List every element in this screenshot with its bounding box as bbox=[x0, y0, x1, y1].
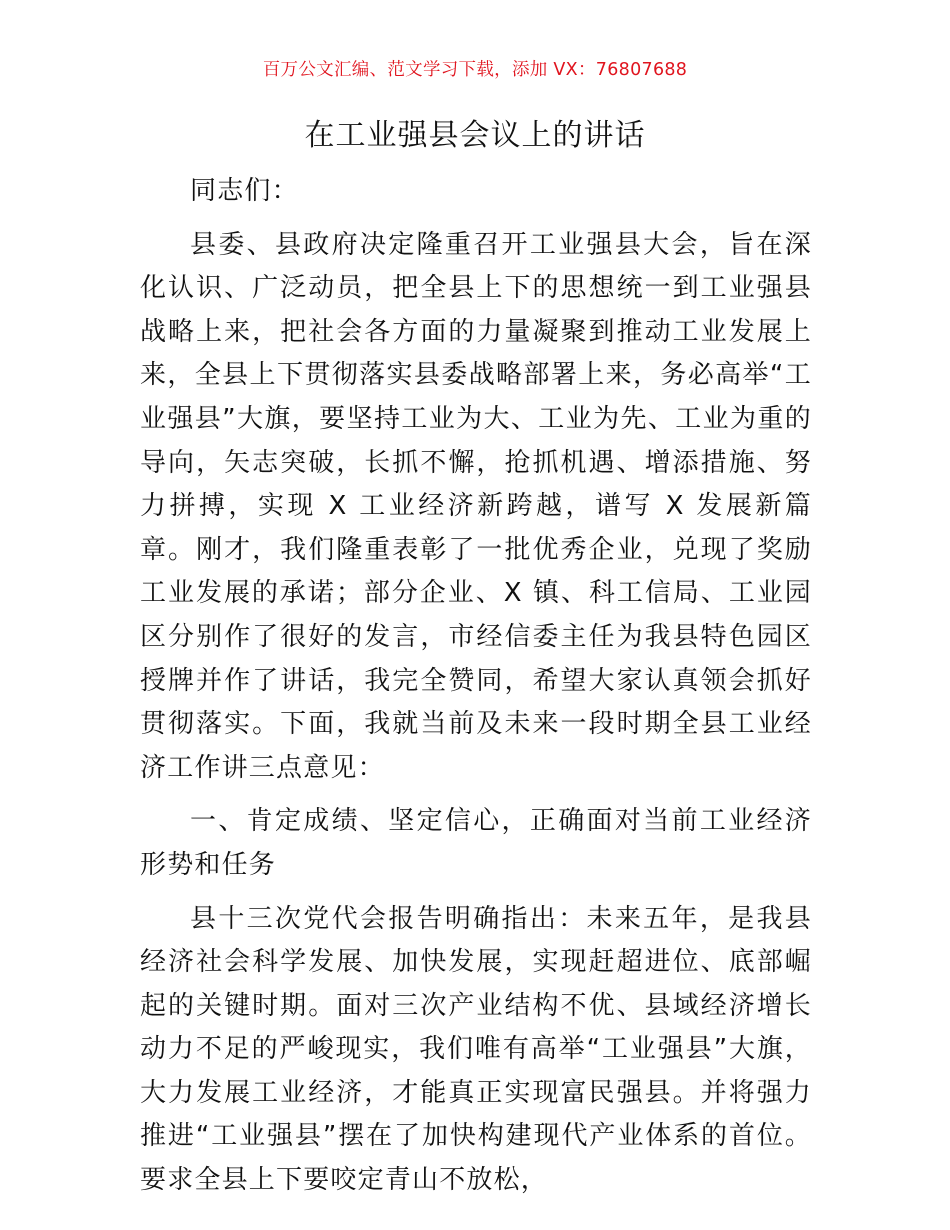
paragraph-intro: 县委、县政府决定隆重召开工业强县大会，旨在深化认识、广泛动员，把全县上下的思想统一到工业强县战略上来，把社会各方面的力量凝聚到推动工业发展上来，全县上下贯彻落实县委战略部署上来，务必高举“工业强县”大旗，要坚持工业为大、工业为先、工业为重的导向，矢志突破，长抓不懈，抢抓机遇、增添措施、努力拼搏，实现 X 工业经济新跨越，谱写 X 发展新篇章。刚才，我们隆重表彰了一批优秀企业，兑现了奖励工业发展的承诺；部分企业、X 镇、科工信局、工业园区分别作了很好的发言，市经信委主任为我县特色园区授牌并作了讲话，我完全赞同，希望大家认真领会抓好贯彻落实。下面，我就当前及未来一段时期全县工业经济工作讲三点意见： bbox=[140, 229, 812, 783]
greeting: 同志们： bbox=[190, 176, 299, 206]
paragraph-section-1-body: 县十三次党代会报告明确指出：未来五年，是我县经济社会科学发展、加快发展，实现赶超进位、底部崛起的关键时期。面对三次产业结构不优、县域经济增长动力不足的严峻现实，我们唯有高举“工业强县”大旗，大力发展工业经济，才能真正实现富民强县。并将强力推进“工业强县”摆在了加快构建现代产业体系的首位。要求全县上下要咬定青山不放松， bbox=[140, 903, 812, 1196]
document-body bbox=[140, 170, 812, 1203]
document-title: 在工业强县会议上的讲话 bbox=[304, 118, 646, 153]
section-heading-1: 一、肯定成绩、坚定信心，正确面对当前工业经济形势和任务 bbox=[140, 806, 812, 880]
download-promo-banner: 百万公文汇编、范文学习下载，添加 VX：76807688 bbox=[262, 60, 688, 80]
